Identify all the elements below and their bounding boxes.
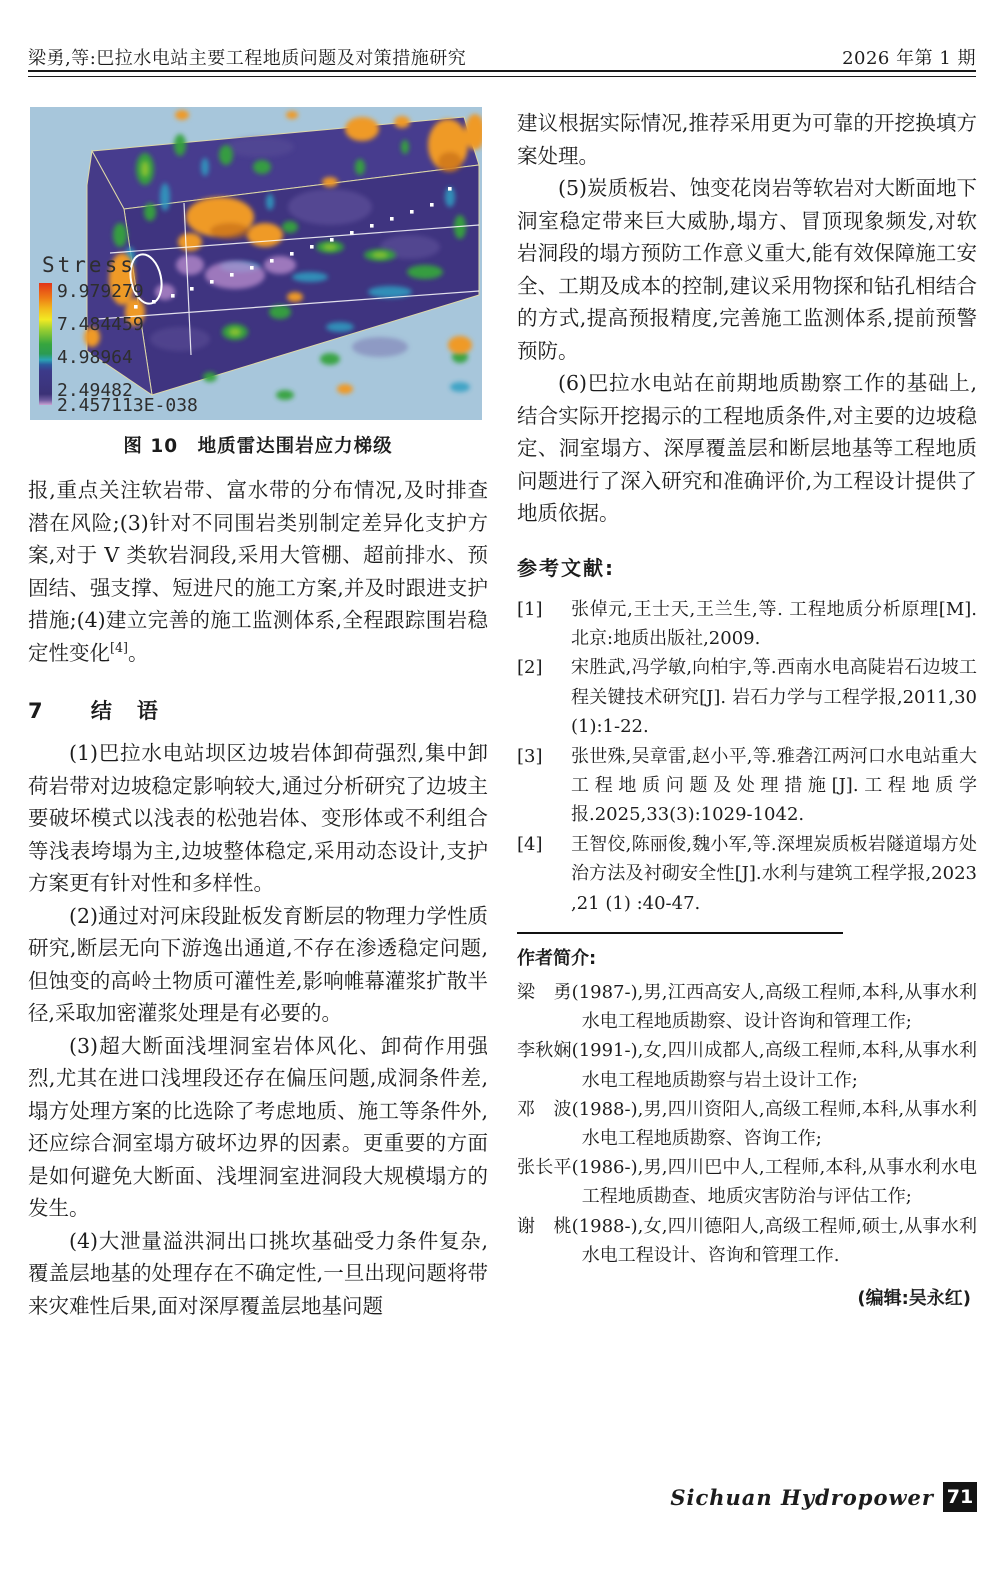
author-bio: 张长平(1986-),男,四川巴中人,工程师,本科,从事水利水电工程地质勘查、地质灾害防治与评估工作; <box>517 1157 977 1208</box>
reference-text: 王智佼,陈丽俊,魏小军,等.深埋炭质板岩隧道塌方处治方法及衬砌安全性[J].水利与建筑工程学报,2023 ,21 (1) :40-47. <box>571 833 977 914</box>
reference-number: [4] <box>517 833 543 855</box>
legend-title: Stress <box>42 253 136 277</box>
section-title: 结 语 <box>90 699 160 723</box>
author-bio: 邓 波(1988-),男,四川资阳人,高级工程师,本科,从事水利水电工程地质勘察、咨询工作; <box>517 1098 977 1149</box>
reference-item <box>517 595 977 654</box>
body-paragraph: (3)超大断面浅埋洞室岩体风化、卸荷作用强烈,尤其在进口浅埋段还存在偏压问题,成洞条件差,塌方处理方案的比选除了考虑地质、施工等条件外,还应综合洞室塌方破坏边界的因素。更重要的方面是如何避免大断面、浅埋洞室进洞段大规模塌方的发生。 <box>28 1033 488 1220</box>
reference-item <box>517 830 977 918</box>
reference-item <box>517 653 977 741</box>
author-bio: 谢 桃(1988-),女,四川德阳人,高级工程师,硕士,从事水利水电工程设计、咨询和管理工作. <box>517 1215 977 1266</box>
reference-item <box>517 742 977 830</box>
citation-marker: [4] <box>110 639 128 655</box>
body-paragraph: (4)大泄量溢洪洞出口挑坎基础受力条件复杂,覆盖层地基的处理存在不确定性,一旦出现问题将带来灾难性后果,面对深厚覆盖层地基问题 <box>28 1228 488 1318</box>
section-heading-conclusion <box>28 695 488 725</box>
paragraph-text: 报,重点关注软岩带、富水带的分布情况,及时排查潜在风险;(3)针对不同围岩类别制定差异化支护方案,对于 Ⅴ 类软岩洞段,采用大管棚、超前排水、预固结、强支撑、短进尺的施工方案,并及时跟进支护措施;(4)建立完善的施工监测体系,全程跟踪围岩稳定性变化 <box>28 478 488 665</box>
editor-note: (编辑:吴永红) <box>857 1288 971 1309</box>
author-bio: 李秋娴(1991-),女,四川成都人,高级工程师,本科,从事水利水电工程地质勘察与岩土设计工作; <box>517 1040 977 1091</box>
running-title: 梁勇,等:巴拉水电站主要工程地质问题及对策措施研究 <box>28 48 467 69</box>
right-column <box>517 100 977 1310</box>
reference-text: 张倬元,王士天,王兰生,等. 工程地质分析原理[M]. 北京:地质出版社,2009. <box>571 598 977 649</box>
figure-10 <box>30 107 482 420</box>
figure-caption: 图 10 地质雷达围岩应力梯级 <box>123 436 393 457</box>
body-paragraph: (2)通过对河床段趾板发育断层的物理力学性质研究,断层无向下游逸出通道,不存在渗透稳定问题,但蚀变的高岭土物质可灌性差,影响帷幕灌浆扩散半径,采取加密灌浆处理是有必要的。 <box>28 903 488 1025</box>
legend-value: 2.457113E-038 <box>57 395 198 416</box>
left-column <box>28 100 488 1322</box>
reference-text: 张世殊,吴章雷,赵小平,等.雅砻江两河口水电站重大工程地质问题及处理措施[J].工程地质学报.2025,33(3):1029-1042. <box>571 745 977 826</box>
stress-colorbar <box>39 283 52 405</box>
page-header <box>28 44 976 70</box>
legend-value: 4.98964 <box>57 347 133 368</box>
legend-value: 9.979279 <box>57 281 144 302</box>
body-paragraph <box>28 474 488 669</box>
body-paragraph: 建议根据实际情况,推荐采用更为可靠的开挖换填方案处理。 <box>517 111 977 168</box>
authors-heading: 作者简介: <box>517 947 597 969</box>
body-paragraph: (1)巴拉水电站坝区边坡岩体卸荷强烈,集中卸荷岩带对边坡稳定影响较大,通过分析研究了边坡主要破坏模式以浅表的松弛岩体、变形体或不利组合等浅表垮塌为主,边坡整体稳定,采用动态设计,支护方案更有针对性和多样性。 <box>28 741 488 895</box>
author-bio: 梁 勇(1987-),男,江西高安人,高级工程师,本科,从事水利水电工程地质勘察、设计咨询和管理工作; <box>517 981 977 1033</box>
issue-label: 2026 年第 1 期 <box>842 48 976 69</box>
reference-number: [2] <box>517 657 543 679</box>
legend-value: 7.484459 <box>57 314 144 335</box>
references-heading: 参考文献: <box>517 555 615 580</box>
journal-name: Sichuan Hydropower <box>670 1485 934 1510</box>
reference-number: [3] <box>517 745 543 767</box>
body-paragraph: (6)巴拉水电站在前期地质勘察工作的基础上,结合实际开挖揭示的工程地质条件,对主要的边坡稳定、洞室塌方、深厚覆盖层和断层地基等工程地质问题进行了深入研究和准确评价,为工程设计提供了地质依据。 <box>517 371 977 525</box>
section-number: 7 <box>28 699 43 723</box>
legend-value: 2.49482 <box>57 380 133 401</box>
reference-number: [1] <box>517 598 543 620</box>
body-paragraph: (5)炭质板岩、蚀变花岗岩等软岩对大断面地下洞室稳定带来巨大威胁,塌方、冒顶现象频发,对软岩洞段的塌方预防工作意义重大,能有效保障施工安全、工期及成本的控制,建议采用物探和钻孔相结合的方式,提高预报精度,完善施工监测体系,提前预警预防。 <box>517 176 977 363</box>
header-rule <box>28 70 976 77</box>
reference-text: 宋胜武,冯学敏,向柏宇,等.西南水电高陡岩石边坡工程关键技术研究[J]. 岩石力学与工程学报,2011,30 (1):1-22. <box>571 657 977 738</box>
page-number-badge: 71 <box>943 1482 977 1512</box>
authors-divider <box>517 932 843 934</box>
paragraph-text: 。 <box>128 640 149 665</box>
